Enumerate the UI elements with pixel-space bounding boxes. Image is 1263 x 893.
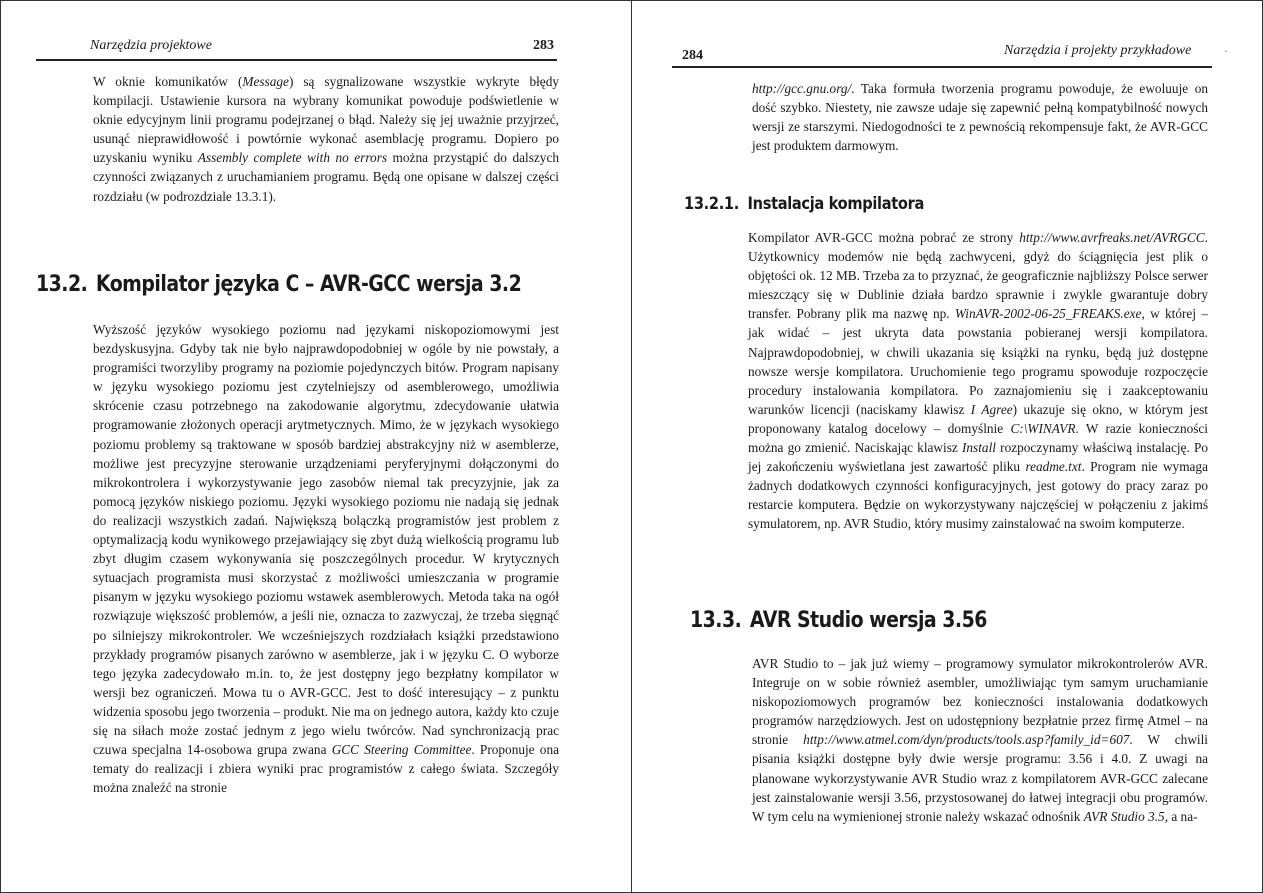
section-number: 13.3. xyxy=(690,608,742,633)
gcc-steering-committee-term: GCC Steering Committee xyxy=(331,742,472,758)
left-page-number: 283 xyxy=(533,38,554,53)
i-agree-key: I Agree xyxy=(970,401,1013,417)
assembly-complete-term: Assembly complete with no errors xyxy=(197,150,388,166)
right-page xyxy=(632,0,1263,893)
right-paragraph-3: AVR Studio to – jak już wiemy – programowy symulator mikrokontrolerów AVR. Integruje on w sobie również asembler, umożliwiając tym samym uruchamianie niskopoziomowych programów bez konieczności instalowania dodatkowych programów narzędziowych. Jest on udostępniony bezpłatnie przez firmę Atmel – na stronie http://www.atmel.com/dyn/products/tools.asp?family_id=607. W chwili pisania książki dostępne były dwie wersje programu: 3.56 i 4.0. Z uwagi na planowane wykorzystywanie AVR Studio wraz z kompilatorem AVR-GCC zalecane jest zainstalowanie wersji 3.56, przystosowanej do łatwej integracji obu programów. W tym celu na wymienionej stronie należy wskazać odnośnik AVR Studio 3.5, a na- xyxy=(752,656,1209,824)
winavr-filename: WinAVR-2002-06-25_FREAKS.exe xyxy=(954,306,1142,322)
gcc-url: http://gcc.gnu.org/ xyxy=(752,81,852,96)
section-heading-13-2 xyxy=(36,272,521,297)
left-paragraph-1: W oknie komunikatów (Message) są sygnalizowane wszystkie wykryte błędy kompilacji. Ustawienie kursora na wybrany komunikat powoduje podświetlenie w oknie edycyjnym linii programu podejrzanej o błąd. Należy się jej uważnie przyjrzeć, usunąć nieprawidłowość i powtórnie wykonać asemblację programu. Dopiero po uzyskaniu wyniku Assembly complete with no errors można przystąpić do dalszych czynności związanych z uruchamianiem programu. Będą one opisane w dalszej części rozdziału (w podrozdziale 13.3.1). xyxy=(93,74,559,204)
section-heading-13-3 xyxy=(690,608,987,633)
right-header-rule xyxy=(672,66,1212,68)
left-paragraph-2: Wyższość języków wysokiego poziomu nad językami niskopoziomowymi jest bezdyskusyjna. Gdyby tak nie było najprawdopodobniej w ogóle by nie powstały, a programiści tworzyliby programy na poziomie pojedynczych bitów. Program napisany w języku wysokiego poziomu jest czytelniejszy od asemblerowego, umożliwia skrócenie czasu potrzebnego na zakodowanie algorytmu, zdecydowanie ułatwia programowanie złożonych operacji arytmetycznych. Mimo, że w językach wysokiego poziomu problemy są traktowane w sposób bardziej abstrakcyjny niż w asemblerze, możliwe jest precyzyjne sterowanie urządzeniami peryferyjnymi dołączonymi do mikrokontrolera i wykorzystywanie jego zasobów niemal tak precyzyjnie, jak za pomocą języków niskiego poziomu. Języki wysokiego poziomu nie nadają się jednak do realizacji wszystkich zadań. Największą bolączką programistów jest problem z optymalizacją kodu wynikowego przejawiający się zbyt dużą wielkością programu lub zbyt długim czasem wykonywania się poszczególnych procedur. W krytycznych sytuacjach programista musi skorzystać z możliwości umieszczania w programie pisanym w języku wysokiego poziomu wstawek asemblerowych. Metoda taka na ogół rozwiązuje większość problemów, a jeśli nie, oznacza to zazwyczaj, że trzeba sięgnąć po silniejszy mikrokontroler. We wcześniejszych rozdziałach książki przedstawiono przykłady programów pisanych zarówno w asemblerze, jak i w języku C. O wyborze tego języka zadecydowało m.in. to, że jest dostępny jego bezpłatny kompilator w wersji bez ograniczeń. Mowa tu o AVR-GCC. Jest to dość interesujący – z punktu widzenia sposobu jego tworzenia – produkt. Nie ma on jednego autora, każdy kto czuje się na siłach może zostać jednym z jego wielu twórców. Nad synchronizacją prac czuwa specjalna 14-osobowa grupa zwana GCC Steering Committee. Proponuje ona tematy do realizacji i zbiera wyniki prac programistów z całego świata. Szczegóły można znaleźć na stronie xyxy=(93,322,559,796)
section-number: 13.2. xyxy=(36,272,88,297)
scan-speck: · xyxy=(1224,44,1228,58)
left-page xyxy=(0,0,631,893)
right-paragraph-2: Kompilator AVR-GCC można pobrać ze strony http://www.avrfreaks.net/AVRGCC. Użytkownicy modemów nie będą zachwyceni, gdyż do ściągnięcia jest plik o objętości ok. 12 MB. Trzeba za to przyznać, że geograficznie najbliższy Polsce serwer mieszczący się w Dublinie działa bardzo sprawnie i zwykle gwarantuje dobry transfer. Pobrany plik ma nazwę np. WinAVR-2002-06-25_FREAKS.exe, w której – jak widać – jest ukryta data powstania pobieranej wersji kompilatora. Najprawdopodobniej, w chwili ukazania się książki na rynku, będą już dostępne nowsze wersje kompilatora. Uruchomienie tego programu spowoduje rozpoczęcie procedury instalowania kompilatora. Po zaznajomieniu się i zaakceptowaniu warunków licencji (naciskamy klawisz I Agree) ukazuje się okno, w którym jest proponowany katalog docelowy – domyślnie C:\WINAVR. W razie konieczności można go zmienić. Naciskając klawisz Install rozpoczynamy właściwą instalację. Po jej zakończeniu wyświetlana jest zawartość pliku readme.txt. Program nie wymaga żadnych dodatkowych czynności konfiguracyjnych, jest gotowy do pracy zaraz po restarcie komputera. Będzie on wykorzystywany najczęściej w połączeniu z jakimś symulatorem, np. AVR Studio, który musimy zainstalować na swoim komputerze. xyxy=(748,230,1209,532)
left-header-rule xyxy=(36,59,557,61)
right-paragraph-1: http://gcc.gnu.org/. Taka formuła tworzenia programu powoduje, że ewoluuje on dość szybko. Niestety, nie zawsze udaje się zapewnić pełną kompatybilność nowych wersji ze starszymi. Niedogodności te z pewnością rekompensuje fakt, że AVR-GCC jest produktem darmowym. xyxy=(752,81,1208,154)
readme-filename: readme.txt xyxy=(1025,459,1082,475)
message-term: Message xyxy=(242,74,289,89)
section-title: AVR Studio wersja 3.56 xyxy=(749,608,987,633)
subsection-heading-13-2-1 xyxy=(684,194,924,214)
subsection-title: Instalacja kompilatora xyxy=(747,194,924,214)
left-running-head: Narzędzia projektowe xyxy=(90,38,212,53)
right-page-number: 284 xyxy=(682,48,703,63)
avrfreaks-url: http://www.avrfreaks.net/AVRGCC xyxy=(1019,230,1205,245)
subsection-number: 13.2.1. xyxy=(684,194,739,214)
section-title: Kompilator języka C – AVR-GCC wersja 3.2 xyxy=(95,272,522,297)
avr-studio-link: AVR Studio 3.5 xyxy=(1083,808,1165,824)
default-dir: C:\WINAVR xyxy=(1010,420,1076,436)
right-running-head: Narzędzia i projekty przykładowe xyxy=(1004,43,1192,58)
install-key: Install xyxy=(961,440,996,456)
atmel-url: http://www.atmel.com/dyn/products/tools.asp?family_id=607 xyxy=(803,732,1130,748)
